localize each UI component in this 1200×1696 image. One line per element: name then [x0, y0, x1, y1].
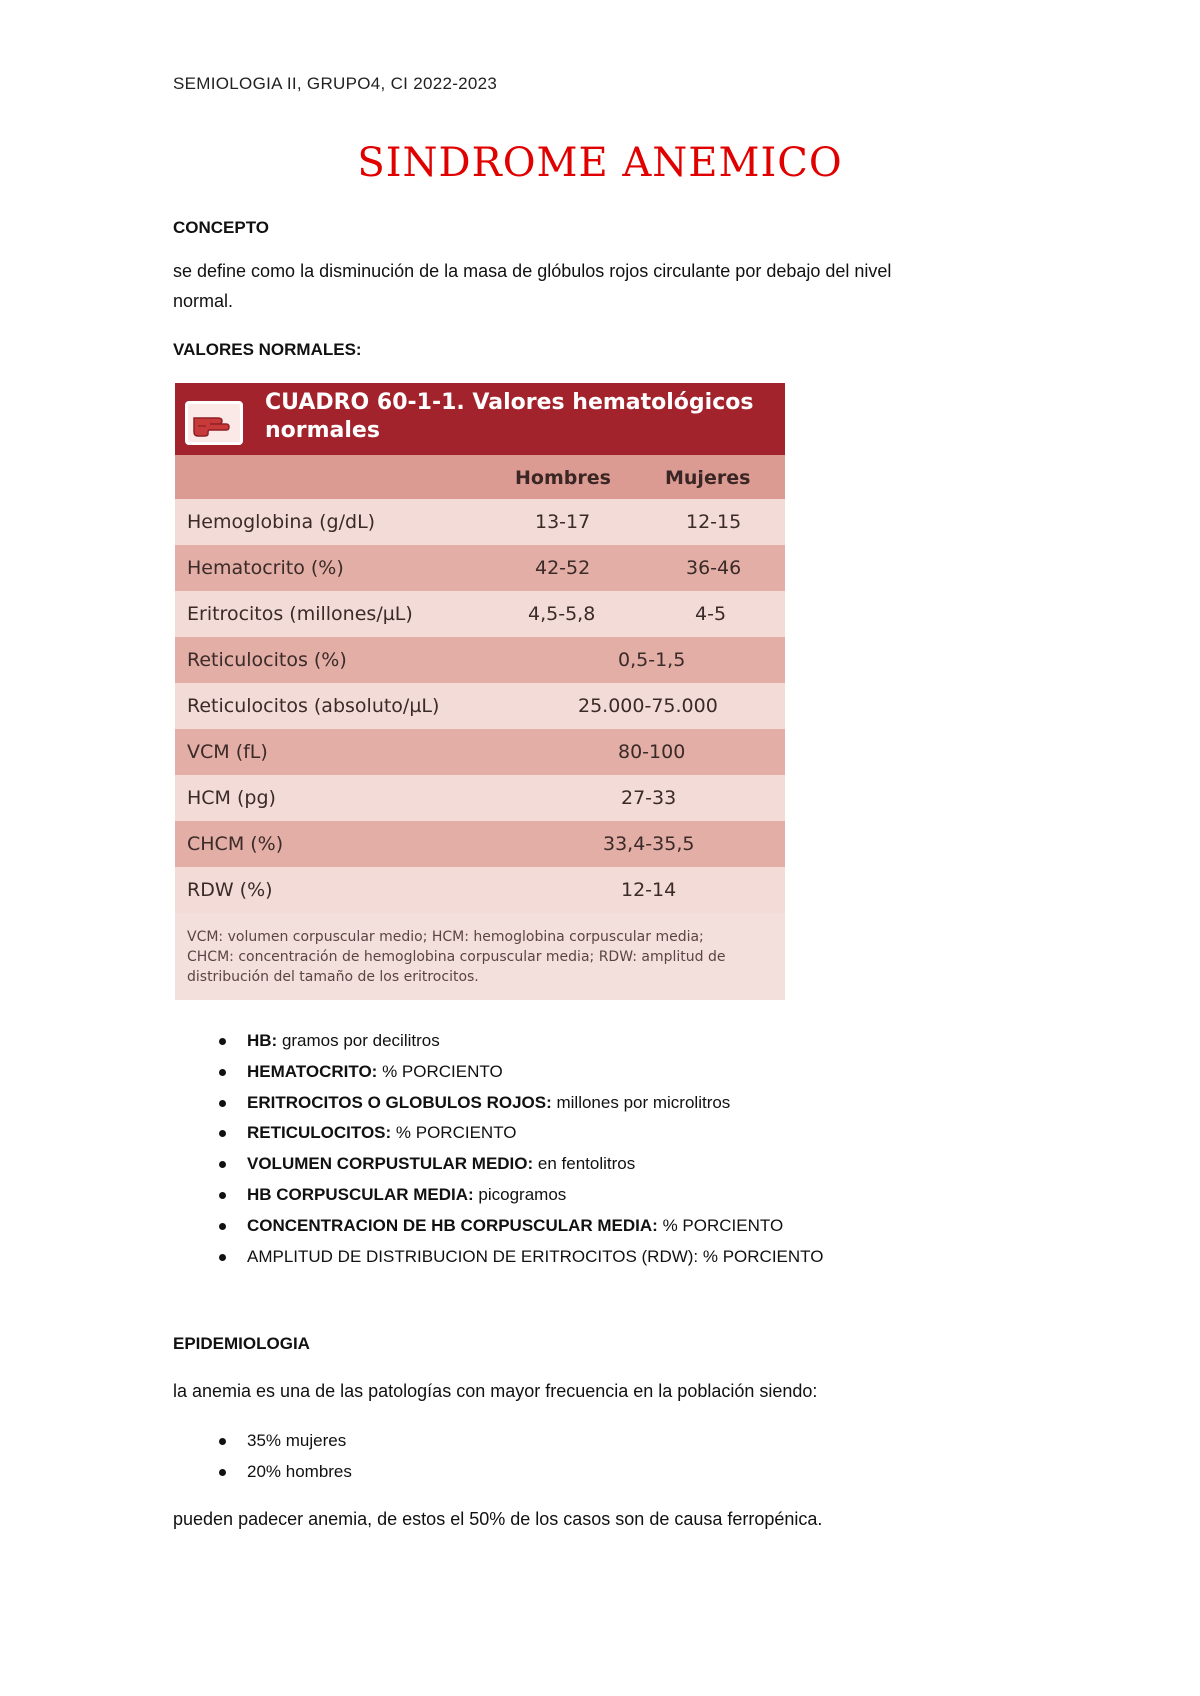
list-item-desc: % PORCIENTO [391, 1123, 517, 1143]
table-row [175, 729, 785, 775]
pointing-hand-icon [185, 401, 243, 445]
row-value-mujeres: 36-46 [686, 557, 742, 579]
concepto-paragraph [173, 256, 1033, 316]
list-item [173, 1149, 823, 1180]
list-item-term: CONCENTRACION DE HB CORPUSCULAR MEDIA: [247, 1215, 658, 1235]
list-item-text: 35% mujeres [247, 1431, 347, 1450]
table-row [175, 683, 785, 729]
column-header-hombres: Hombres [515, 467, 611, 489]
valores-heading: VALORES NORMALES: [173, 340, 362, 359]
table-row [175, 867, 785, 913]
list-item [173, 1088, 823, 1119]
concepto-line-1: se define como la disminución de la masa de glóbulos rojos circulante por debajo del nivel [173, 261, 892, 281]
row-value-both: 12-14 [621, 879, 677, 901]
row-label: HCM (pg) [187, 787, 276, 809]
table-title-line-2: normales [265, 418, 380, 443]
list-item-desc: % PORCIENTO [657, 1215, 784, 1235]
row-value-both: 25.000-75.000 [578, 695, 718, 717]
footnote-line-2: CHCM: concentración de hemoglobina corpuscular media; RDW: amplitud de [187, 949, 726, 965]
table-footnote [187, 927, 777, 987]
list-item-term: VOLUMEN CORPUSTULAR MEDIO: [247, 1154, 534, 1174]
row-label: Hematocrito (%) [187, 557, 344, 579]
table-row [175, 821, 785, 867]
epidemiologia-intro: la anemia es una de las patologías con mayor frecuencia en la población siendo: [173, 1381, 818, 1401]
row-label: Eritrocitos (millones/µL) [187, 603, 413, 625]
row-label: Reticulocitos (absoluto/µL) [187, 695, 440, 717]
units-list [173, 1026, 823, 1272]
list-item [173, 1057, 823, 1088]
list-item [173, 1457, 352, 1488]
list-item-term: RETICULOCITOS: [247, 1123, 392, 1143]
bullet-icon [219, 1254, 226, 1261]
list-item [173, 1026, 823, 1057]
table-row [175, 775, 785, 821]
row-value-both: 80-100 [618, 741, 686, 763]
table-row [175, 499, 785, 545]
row-label: Hemoglobina (g/dL) [187, 511, 376, 533]
table-title-bar [175, 383, 785, 455]
hematologic-values-table [175, 383, 785, 1000]
bullet-icon [219, 1038, 226, 1045]
list-item-term: HEMATOCRITO: [247, 1061, 378, 1081]
list-item-term: HB CORPUSCULAR MEDIA: [247, 1184, 474, 1204]
epidemiologia-heading: EPIDEMIOLOGIA [173, 1334, 310, 1353]
list-item-desc: AMPLITUD DE DISTRIBUCION DE ERITROCITOS (RDW): % PORCIENTO [247, 1246, 824, 1266]
table-row [175, 545, 785, 591]
table-title-line-1: CUADRO 60-1-1. Valores hematológicos [265, 390, 754, 415]
footnote-line-1: VCM: volumen corpuscular medio; HCM: hemoglobina corpuscular media; [187, 929, 704, 945]
column-header-mujeres: Mujeres [665, 467, 751, 489]
row-label: VCM (fL) [187, 741, 268, 763]
row-value-hombres: 4,5-5,8 [528, 603, 596, 625]
row-label: Reticulocitos (%) [187, 649, 347, 671]
row-value-hombres: 42-52 [535, 557, 591, 579]
table-row [175, 637, 785, 683]
page-header: SEMIOLOGIA II, GRUPO4, CI 2022-2023 [173, 74, 498, 93]
list-item [173, 1242, 823, 1273]
table-title [265, 389, 775, 445]
concepto-line-2: normal. [173, 291, 234, 311]
row-label: RDW (%) [187, 879, 273, 901]
list-item [173, 1211, 823, 1242]
bullet-icon [219, 1100, 226, 1107]
bullet-icon [219, 1223, 226, 1230]
list-item-text: 20% hombres [247, 1461, 352, 1481]
row-value-both: 27-33 [621, 787, 677, 809]
list-item-desc: gramos por decilitros [277, 1031, 440, 1050]
concepto-heading: CONCEPTO [173, 218, 270, 237]
list-item [173, 1118, 823, 1149]
bullet-icon [219, 1130, 226, 1137]
page-title: SINDROME ANEMICO [357, 140, 843, 186]
list-item [173, 1426, 352, 1457]
bullet-icon [219, 1469, 226, 1476]
bullet-icon [219, 1161, 226, 1168]
footnote-line-3: distribución del tamaño de los eritrocitos. [187, 969, 479, 985]
row-value-mujeres: 4-5 [695, 603, 727, 625]
row-label: CHCM (%) [187, 833, 284, 855]
list-item-desc: en fentolitros [533, 1154, 636, 1174]
bullet-icon [219, 1192, 226, 1199]
row-value-hombres: 13-17 [535, 511, 591, 533]
bullet-icon [219, 1069, 226, 1076]
epidemiologia-closing: pueden padecer anemia, de estos el 50% de los casos son de causa ferropénica. [173, 1509, 823, 1529]
list-item-desc: millones por microlitros [551, 1092, 731, 1112]
epidemiologia-list [173, 1426, 352, 1488]
list-item [173, 1180, 823, 1211]
table-header-row [175, 455, 785, 499]
row-value-both: 33,4-35,5 [603, 833, 695, 855]
list-item-term: ERITROCITOS O GLOBULOS ROJOS: [247, 1092, 552, 1112]
list-item-desc: % PORCIENTO [377, 1061, 503, 1081]
list-item-desc: picogramos [473, 1184, 567, 1204]
row-value-mujeres: 12-15 [686, 511, 742, 533]
row-value-both: 0,5-1,5 [618, 649, 686, 671]
list-item-term: HB: [247, 1031, 278, 1050]
bullet-icon [219, 1438, 226, 1445]
table-row [175, 591, 785, 637]
